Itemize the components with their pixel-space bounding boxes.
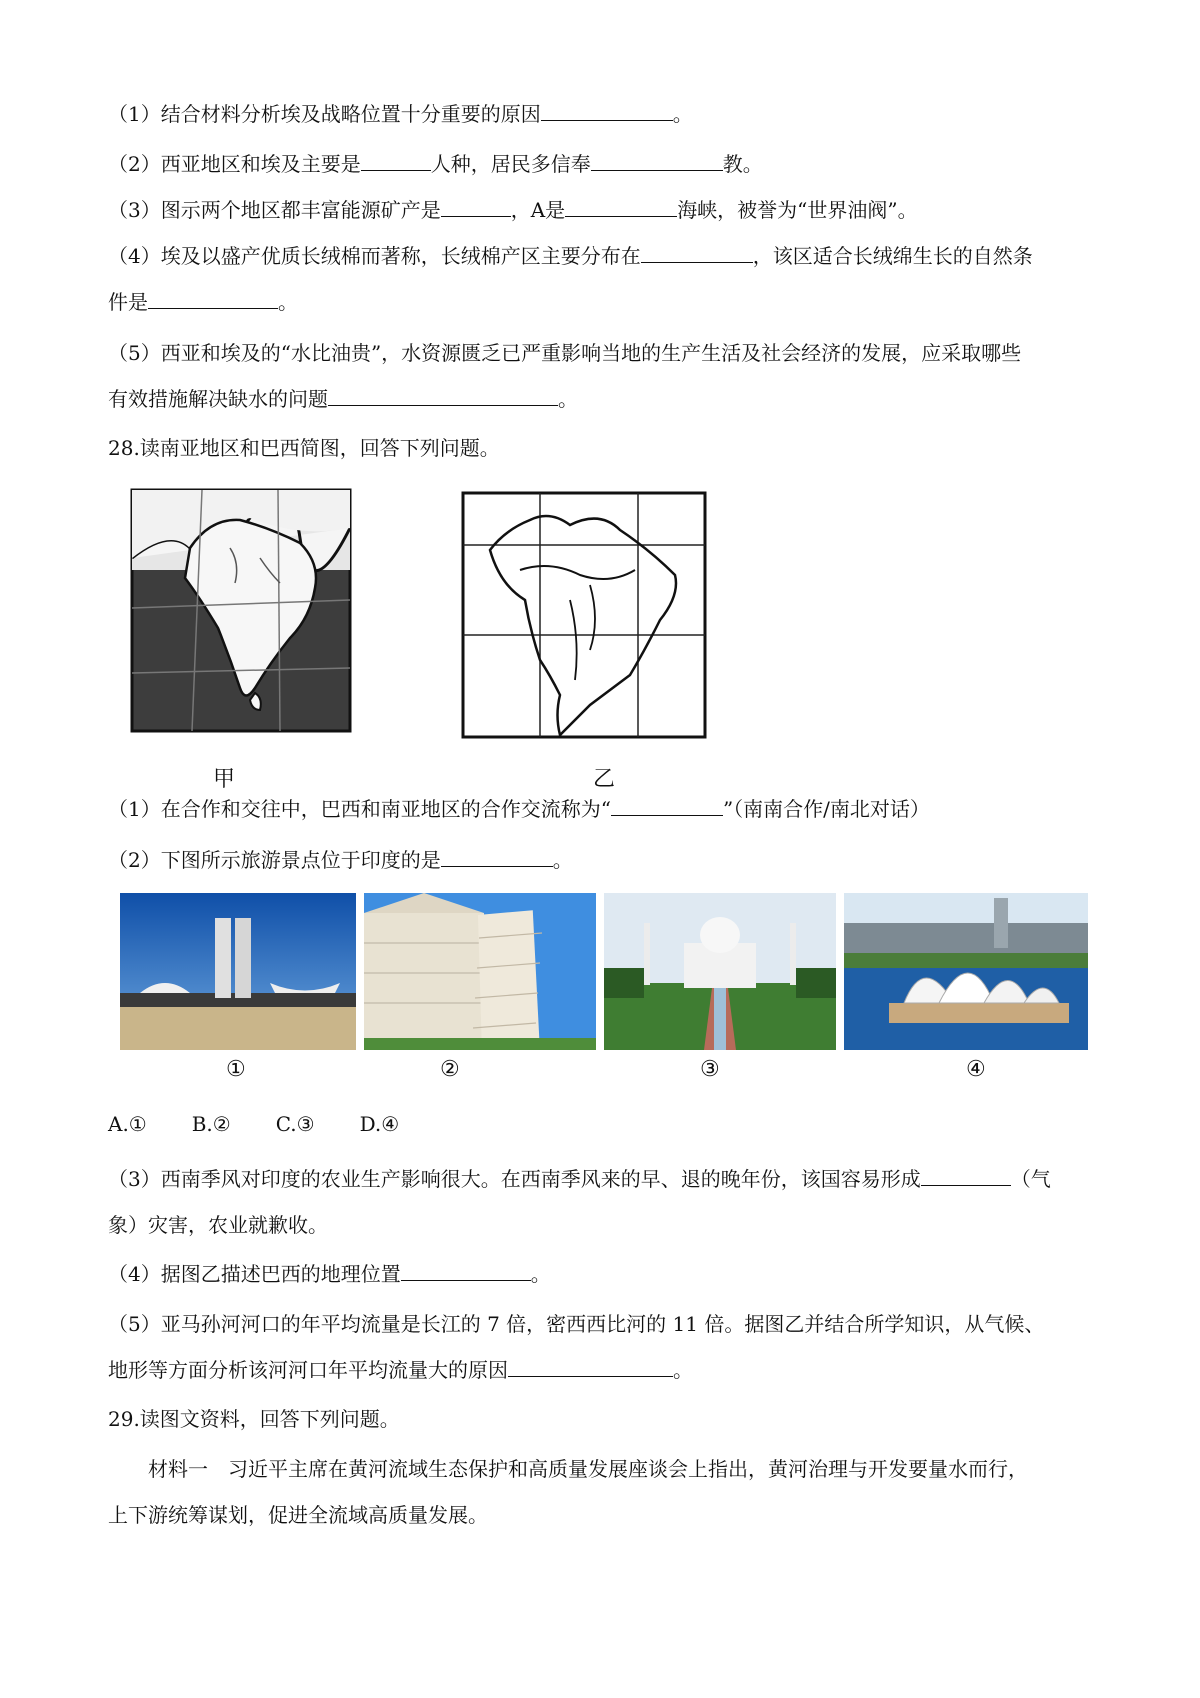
q27-s1 xyxy=(108,100,693,128)
q27-s5-c: 。 xyxy=(558,387,578,411)
q28-s3-line2 xyxy=(108,1211,328,1239)
q28-s2-a: （2）下图所示旅游景点位于印度的是 xyxy=(108,848,441,872)
q27-s4-b: ，该区适合长绒绵生长的自然条 xyxy=(752,244,1033,268)
q28-s3-line1 xyxy=(108,1165,1051,1193)
photo-taj-mahal xyxy=(604,893,836,1050)
q28-s1 xyxy=(108,795,930,823)
q28-s5-line1 xyxy=(108,1310,1044,1338)
q28-s5-c: 。 xyxy=(673,1358,693,1382)
answer-blank[interactable] xyxy=(441,848,553,867)
photo-label-4: ④ xyxy=(966,1057,986,1082)
q28-s4-b: 。 xyxy=(530,1262,551,1286)
q27-s4-a: （4）埃及以盛产优质长绒棉而著称，长绒棉产区主要分布在 xyxy=(108,244,641,268)
q28-options xyxy=(108,1110,399,1138)
q28-s2 xyxy=(108,846,573,874)
option-c[interactable]: C.③ xyxy=(275,1112,315,1136)
q29-title xyxy=(108,1405,400,1433)
q28-s5-a: （5）亚马孙河河口的年平均流量是长江的 7 倍，密西西比河的 11 倍。据图乙并结合所学知识，从气候、 xyxy=(108,1312,1045,1336)
answer-blank[interactable] xyxy=(401,1262,531,1281)
q28-s3-b: （气 xyxy=(1010,1167,1051,1191)
q28-s3-c: 象）灾害，农业就歉收。 xyxy=(108,1213,328,1237)
q27-s2-a: （2）西亚地区和埃及主要是 xyxy=(108,152,361,176)
q29-material1-b: 上下游统筹谋划，促进全流域高质量发展。 xyxy=(108,1503,488,1527)
q27-s5-b: 有效措施解决缺水的问题 xyxy=(108,387,328,411)
q28-s5-b: 地形等方面分析该河河口年平均流量大的原因 xyxy=(108,1358,508,1382)
option-a[interactable]: A.① xyxy=(108,1112,147,1136)
answer-blank[interactable] xyxy=(508,1358,673,1377)
answer-blank[interactable] xyxy=(328,387,558,406)
q27-s5-line1 xyxy=(108,339,1021,367)
map-yi-label: 乙 xyxy=(593,767,616,792)
q27-s2 xyxy=(108,150,763,178)
answer-blank[interactable] xyxy=(565,198,677,217)
answer-blank[interactable] xyxy=(441,198,511,217)
q28-s1-a: （1）在合作和交往中，巴西和南亚地区的合作交流称为“ xyxy=(108,797,611,821)
photo-sydney-opera-house xyxy=(844,893,1088,1050)
q27-s1-text: （1）结合材料分析埃及战略位置十分重要的原因 xyxy=(108,102,541,126)
q27-s3-c: 海峡，被誉为“世界油阀”。 xyxy=(677,198,918,222)
q28-s5-line2 xyxy=(108,1356,693,1384)
q28-s1-b: ”（南南合作/南北对话） xyxy=(722,797,930,821)
brazil-map xyxy=(460,490,708,740)
photo-label-2: ② xyxy=(440,1057,460,1082)
q27-s4-line1 xyxy=(108,242,1033,270)
q29-material1-a: 材料一 习近平主席在黄河流域生态保护和高质量发展座谈会上指出，黄河治理与开发要量水而行， xyxy=(148,1457,1028,1481)
map-jia-label: 甲 xyxy=(213,767,236,792)
photo-pisa-tower xyxy=(364,893,596,1050)
q27-s2-b: 人种，居民多信奉 xyxy=(430,152,591,176)
answer-blank[interactable] xyxy=(591,152,723,171)
q28-s4 xyxy=(108,1260,551,1288)
q28-title-text: 28.读南亚地区和巴西简图，回答下列问题。 xyxy=(108,436,500,460)
q28-s2-b: 。 xyxy=(552,848,573,872)
answer-blank[interactable] xyxy=(148,290,278,309)
q27-s4-c: 件是 xyxy=(108,290,148,314)
q27-s3-a: （3）图示两个地区都丰富能源矿产是 xyxy=(108,198,441,222)
photo-brasilia-congress xyxy=(120,893,356,1050)
q28-s4-a: （4）据图乙描述巴西的地理位置 xyxy=(108,1262,401,1286)
q28-s3-a: （3）西南季风对印度的农业生产影响很大。在西南季风来的早、退的晚年份，该国容易形成 xyxy=(108,1167,921,1191)
q27-s4-d: 。 xyxy=(278,290,298,314)
option-b[interactable]: B.② xyxy=(191,1112,231,1136)
q27-s3 xyxy=(108,196,918,224)
answer-blank[interactable] xyxy=(541,102,673,121)
q29-material1-line1 xyxy=(148,1455,1028,1483)
photo-label-3: ③ xyxy=(700,1057,720,1082)
answer-blank[interactable] xyxy=(641,244,753,263)
answer-blank[interactable] xyxy=(611,797,723,816)
south-asia-map xyxy=(130,488,352,733)
q27-s4-line2 xyxy=(108,288,298,316)
q29-title-text: 29.读图文资料，回答下列问题。 xyxy=(108,1407,400,1431)
q27-s5-line2 xyxy=(108,385,578,413)
photo-label-1: ① xyxy=(226,1057,246,1082)
answer-blank[interactable] xyxy=(921,1167,1011,1186)
answer-blank[interactable] xyxy=(361,152,431,171)
q27-s5-a: （5）西亚和埃及的“水比油贵”，水资源匮乏已严重影响当地的生产生活及社会经济的发展，应采取哪些 xyxy=(108,341,1022,365)
q29-material1-line2 xyxy=(108,1501,488,1529)
q28-title xyxy=(108,434,500,462)
q27-s1-end: 。 xyxy=(672,102,693,126)
option-d[interactable]: D.④ xyxy=(359,1112,400,1136)
q27-s2-c: 教。 xyxy=(722,152,763,176)
q27-s3-b: ，A是 xyxy=(510,198,566,222)
